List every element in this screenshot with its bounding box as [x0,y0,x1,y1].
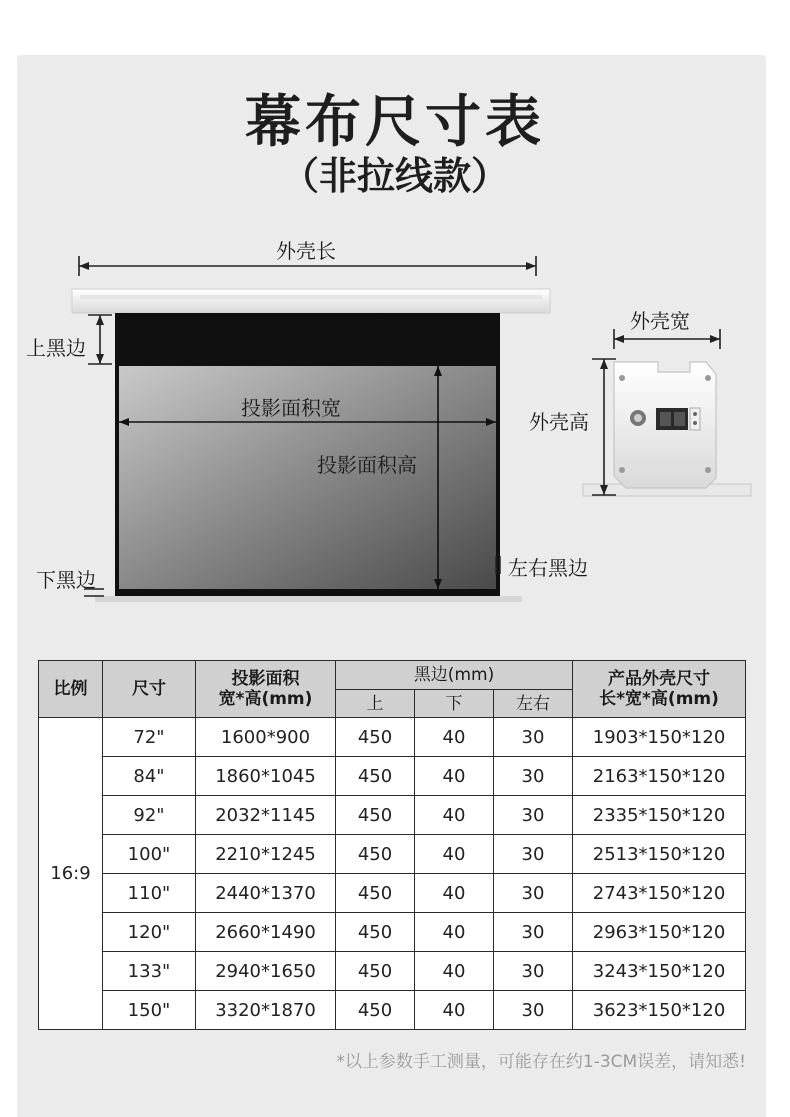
header-border-top: 上 [336,690,415,718]
projection-height-label: 投影面积高 [317,453,417,477]
cell-size: 72" [103,718,196,757]
outer-height-dimension [592,359,616,495]
table-row [39,835,746,874]
cell-top: 450 [336,718,415,757]
cell-side: 30 [494,796,573,835]
table-row [39,874,746,913]
cell-side: 30 [494,952,573,991]
cell-product: 2513*150*120 [573,835,746,874]
cell-size: 133" [103,952,196,991]
cell-size: 150" [103,991,196,1030]
spec-table [38,660,746,1030]
cell-bottom: 40 [415,835,494,874]
cell-side: 30 [494,718,573,757]
cell-side: 30 [494,874,573,913]
cell-size: 84" [103,757,196,796]
cell-product: 2163*150*120 [573,757,746,796]
table-row [39,796,746,835]
outer-length-label: 外壳长 [276,239,336,263]
cell-product: 2743*150*120 [573,874,746,913]
cell-area: 2940*1650 [196,952,336,991]
cell-side: 30 [494,913,573,952]
header-product-size-line2: 长*宽*高(mm) [599,689,719,709]
cell-bottom: 40 [415,913,494,952]
cell-bottom: 40 [415,874,494,913]
cell-area: 1860*1045 [196,757,336,796]
cell-size: 100" [103,835,196,874]
cell-bottom: 40 [415,952,494,991]
header-border: 黑边(mm) [336,661,573,690]
cell-top: 450 [336,835,415,874]
cell-product: 3243*150*120 [573,952,746,991]
bottom-border-label: 下黑边 [36,568,96,592]
cell-bottom: 40 [415,718,494,757]
cell-area: 2660*1490 [196,913,336,952]
cell-area: 2032*1145 [196,796,336,835]
cell-product: 2963*150*120 [573,913,746,952]
header-projection-area-line2: 宽*高(mm) [218,689,313,709]
table-row [39,913,746,952]
header-projection-area [196,661,336,718]
cell-bottom: 40 [415,796,494,835]
cell-product: 3623*150*120 [573,991,746,1030]
header-projection-area-line1: 投影面积 [231,669,300,689]
cell-area: 1600*900 [196,718,336,757]
header-size: 尺寸 [103,661,196,718]
screen-housing [72,289,550,313]
cell-product: 1903*150*120 [573,718,746,757]
page-title: 幕布尺寸表 [245,90,545,155]
side-border-label: 左右黑边 [508,556,588,580]
cell-product: 2335*150*120 [573,796,746,835]
cell-top: 450 [336,991,415,1030]
cell-side: 30 [494,991,573,1030]
top-border-label: 上黑边 [26,336,86,360]
header-product-size [573,661,746,718]
cell-top: 450 [336,757,415,796]
ratio-cell: 16:9 [39,718,103,1030]
cell-size: 120" [103,913,196,952]
cell-top: 450 [336,796,415,835]
projection-width-label: 投影面积宽 [241,396,341,420]
cell-size: 92" [103,796,196,835]
outer-height-label: 外壳高 [529,410,589,434]
cell-side: 30 [494,757,573,796]
cell-area: 3320*1870 [196,991,336,1030]
top-border-dimension [88,315,112,364]
cell-size: 110" [103,874,196,913]
table-row [39,718,746,757]
cell-area: 2440*1370 [196,874,336,913]
header-border-bottom: 下 [415,690,494,718]
cell-bottom: 40 [415,991,494,1030]
housing-end-cap [583,362,751,496]
page-subtitle: （非拉线款） [280,154,509,198]
table-row [39,757,746,796]
header-border-side: 左右 [494,690,573,718]
table-row [39,952,746,991]
cell-bottom: 40 [415,757,494,796]
projection-screen [95,313,522,602]
spec-table-body [39,718,746,1030]
cell-top: 450 [336,913,415,952]
cell-top: 450 [336,874,415,913]
cell-area: 2210*1245 [196,835,336,874]
outer-width-label: 外壳宽 [630,309,690,333]
header-ratio: 比例 [39,661,103,718]
header-product-size-line1: 产品外壳尺寸 [608,669,711,689]
cell-top: 450 [336,952,415,991]
measurement-note: *以上参数手工测量，可能存在约1-3CM误差，请知悉! [336,1052,746,1072]
table-row [39,991,746,1030]
cell-side: 30 [494,835,573,874]
